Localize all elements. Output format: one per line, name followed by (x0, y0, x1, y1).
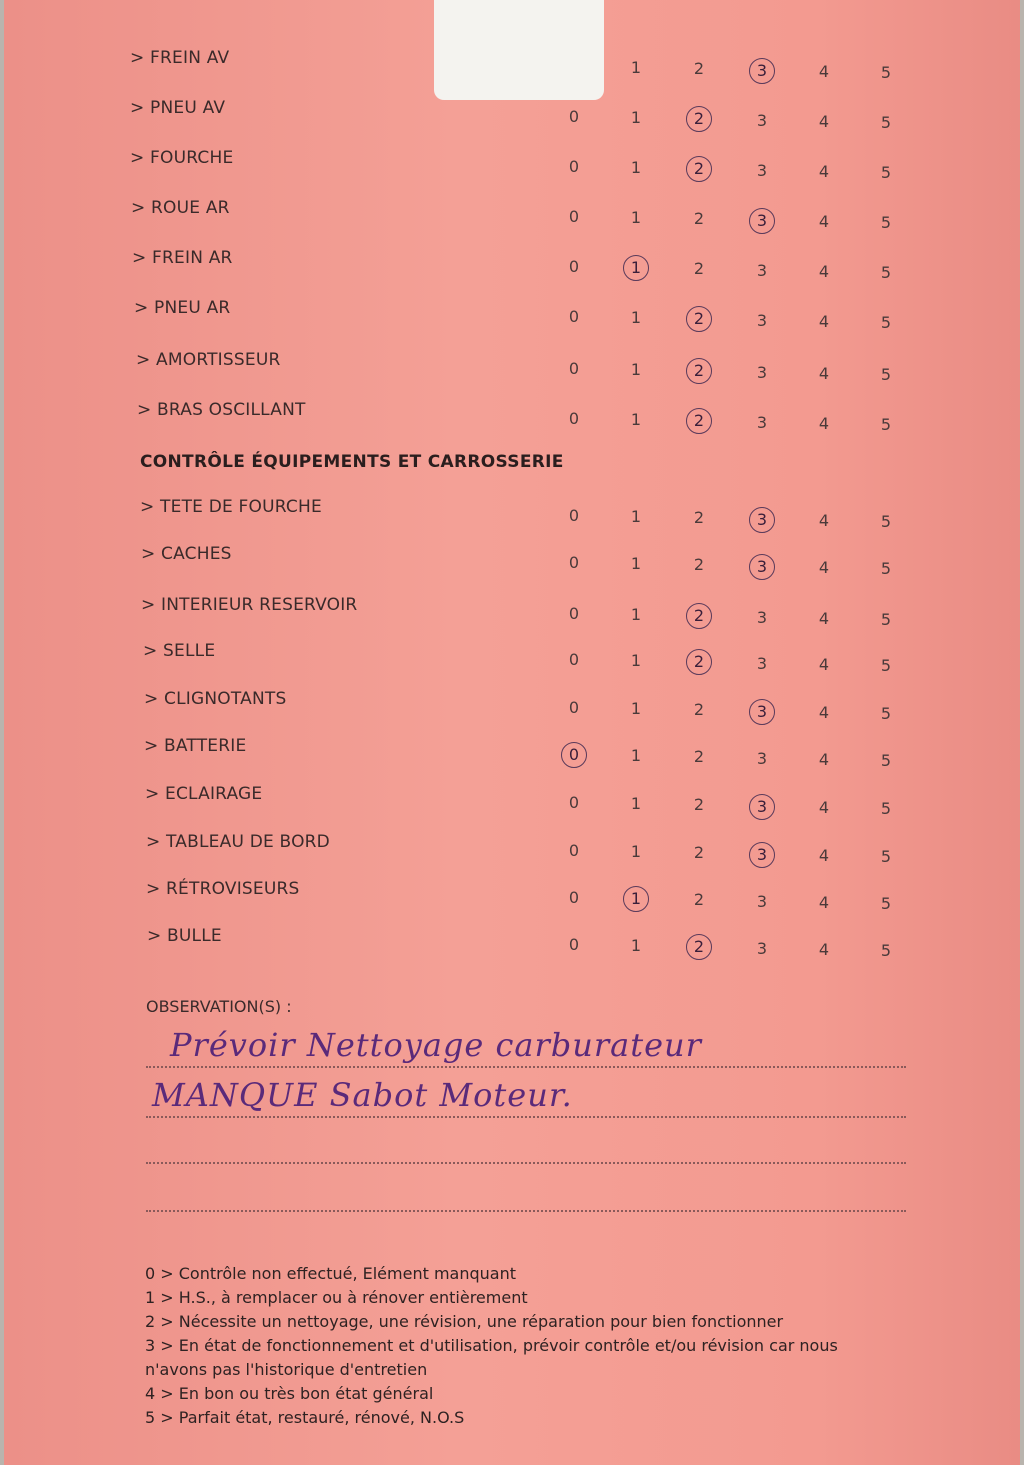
score-selected: 2 (686, 649, 712, 675)
score-option: 4 (818, 608, 830, 628)
legend-line: 0 > Contrôle non effectué, Elément manquant (145, 1264, 516, 1283)
score-option: 5 (880, 894, 892, 913)
score-option: 4 (818, 510, 830, 530)
score-option: 0 (568, 107, 580, 126)
score-option: 0 (568, 698, 580, 717)
score-option: 0 (568, 888, 580, 907)
score-option: 5 (880, 751, 892, 770)
score-option: 4 (818, 311, 830, 331)
score-option: 0 (568, 207, 580, 226)
score-option: 4 (818, 749, 830, 769)
inspection-row (4, 148, 1020, 182)
score-option: 0 (568, 157, 580, 176)
score-option: 5 (880, 656, 892, 675)
inspection-row (4, 298, 1020, 332)
inspection-row (4, 689, 1020, 723)
score-option: 5 (880, 415, 892, 434)
score-option: 0 (568, 604, 580, 623)
score-selected: 2 (686, 408, 712, 434)
inspection-row (4, 248, 1020, 282)
score-option: 5 (880, 847, 892, 866)
score-option: 3 (756, 891, 768, 911)
score-selected: 1 (623, 255, 649, 281)
score-option: 0 (568, 359, 580, 378)
inspection-sheet (4, 0, 1020, 1465)
score-selected: 2 (686, 156, 712, 182)
score-option: 3 (756, 748, 768, 768)
score-option: 3 (756, 260, 768, 280)
score-selected: 3 (749, 554, 775, 580)
row-label: > ECLAIRAGE (145, 784, 263, 804)
score-option: 3 (756, 607, 768, 627)
score-option: 5 (880, 313, 892, 332)
score-selected: 3 (749, 794, 775, 820)
score-option: 0 (568, 409, 580, 428)
score-selected: 3 (749, 699, 775, 725)
score-option: 4 (818, 363, 830, 383)
score-option: 2 (693, 259, 705, 279)
row-label: > ROUE AR (131, 198, 230, 218)
score-option: 2 (693, 795, 705, 815)
score-option: 1 (630, 746, 642, 766)
score-selected: 2 (686, 306, 712, 332)
row-label: > CLIGNOTANTS (144, 689, 287, 709)
score-option: 5 (880, 63, 892, 82)
score-option: 1 (630, 605, 642, 625)
score-option: 3 (756, 362, 768, 382)
row-label: > FOURCHE (130, 148, 234, 168)
observation-line (146, 1066, 906, 1068)
score-option: 5 (880, 610, 892, 629)
score-option: 1 (630, 651, 642, 671)
score-selected: 2 (686, 106, 712, 132)
score-option: 4 (818, 845, 830, 865)
legend-line: 2 > Nécessite un nettoyage, une révision, une réparation pour bien fonctionner (145, 1312, 784, 1331)
inspection-row (4, 641, 1020, 675)
score-option: 2 (693, 59, 705, 79)
row-label: > PNEU AV (130, 98, 226, 118)
row-label: > BATTERIE (144, 736, 247, 756)
score-option: 0 (568, 650, 580, 669)
inspection-row (4, 784, 1020, 818)
inspection-row (4, 595, 1020, 629)
score-option: 5 (880, 512, 892, 531)
score-option: 1 (630, 308, 642, 328)
score-option: 5 (880, 704, 892, 723)
legend-line: 4 > En bon ou très bon état général (145, 1384, 434, 1403)
inspection-row (4, 926, 1020, 960)
row-label: > INTERIEUR RESERVOIR (141, 595, 358, 615)
inspection-row (4, 350, 1020, 384)
score-option: 1 (630, 108, 642, 128)
inspection-row (4, 98, 1020, 132)
score-option: 4 (818, 654, 830, 674)
observation-line (146, 1162, 906, 1164)
score-option: 0 (568, 257, 580, 276)
score-option: 2 (693, 209, 705, 229)
score-option: 4 (818, 413, 830, 433)
row-label: > RÉTROVISEURS (146, 879, 300, 899)
section-title: CONTRÔLE ÉQUIPEMENTS ET CARROSSERIE (140, 452, 564, 472)
score-option: 5 (880, 365, 892, 384)
score-option: 0 (568, 841, 580, 860)
legend-line: 1 > H.S., à remplacer ou à rénover entièrement (145, 1288, 528, 1307)
score-option: 3 (756, 412, 768, 432)
score-option: 1 (630, 208, 642, 228)
score-option: 1 (630, 158, 642, 178)
score-option: 5 (880, 941, 892, 960)
legend-line: n'avons pas l'historique d'entretien (145, 1360, 428, 1379)
score-selected: 3 (749, 507, 775, 533)
score-option: 3 (756, 938, 768, 958)
score-option: 5 (880, 263, 892, 282)
score-option: 2 (693, 508, 705, 528)
score-option: 0 (568, 506, 580, 525)
score-option: 4 (818, 797, 830, 817)
score-option: 5 (880, 213, 892, 232)
score-option: 3 (756, 110, 768, 130)
score-option: 3 (756, 160, 768, 180)
row-label: > FREIN AR (132, 248, 233, 268)
score-selected: 3 (749, 842, 775, 868)
inspection-row (4, 544, 1020, 578)
score-option: 1 (630, 936, 642, 956)
score-option: 1 (630, 842, 642, 862)
inspection-row (4, 400, 1020, 434)
row-label: > FREIN AV (130, 48, 230, 68)
score-selected: 2 (686, 603, 712, 629)
score-option: 0 (568, 307, 580, 326)
row-label: > BULLE (147, 926, 222, 946)
score-option: 5 (880, 113, 892, 132)
score-option: 5 (880, 163, 892, 182)
score-option: 4 (818, 702, 830, 722)
score-option: 4 (818, 111, 830, 131)
legend-line: 3 > En état de fonctionnement et d'utilisation, prévoir contrôle et/ou révision car nous (145, 1336, 838, 1355)
score-option: 1 (630, 507, 642, 527)
inspection-row (4, 198, 1020, 232)
legend-line: 5 > Parfait état, restauré, rénové, N.O.S (145, 1408, 465, 1427)
score-option: 2 (693, 890, 705, 910)
score-option: 2 (693, 747, 705, 767)
score-option: 4 (818, 161, 830, 181)
score-option: 4 (818, 557, 830, 577)
handwritten-observation-1: Prévoir Nettoyage carburateur (170, 1026, 702, 1064)
score-option: 0 (568, 553, 580, 572)
handwritten-observation-2: MANQUE Sabot Moteur. (152, 1076, 573, 1114)
score-option: 4 (818, 939, 830, 959)
observations-title: OBSERVATION(S) : (146, 997, 292, 1016)
row-label: > CACHES (141, 544, 232, 564)
score-option: 1 (630, 699, 642, 719)
score-selected: 0 (561, 742, 587, 768)
score-option: 4 (818, 211, 830, 231)
row-label: > TETE DE FOURCHE (140, 497, 322, 517)
score-option: 1 (630, 58, 642, 78)
score-option: 1 (630, 410, 642, 430)
observation-line (146, 1116, 906, 1118)
score-option: 5 (880, 559, 892, 578)
inspection-row (4, 497, 1020, 531)
legend (145, 1262, 905, 1430)
score-option: 5 (880, 799, 892, 818)
score-selected: 3 (749, 58, 775, 84)
inspection-row (4, 879, 1020, 913)
score-option: 4 (818, 892, 830, 912)
score-selected: 1 (623, 886, 649, 912)
score-option: 0 (568, 793, 580, 812)
score-option: 1 (630, 794, 642, 814)
score-option: 2 (693, 555, 705, 575)
row-label: > SELLE (143, 641, 216, 661)
score-option: 2 (693, 700, 705, 720)
score-option: 3 (756, 653, 768, 673)
score-option: 4 (818, 261, 830, 281)
score-option: 2 (693, 843, 705, 863)
score-selected: 3 (749, 208, 775, 234)
row-label: > TABLEAU DE BORD (146, 832, 330, 852)
score-option: 3 (756, 310, 768, 330)
row-label: > AMORTISSEUR (136, 350, 281, 370)
score-option: 1 (630, 360, 642, 380)
inspection-row (4, 736, 1020, 770)
score-option: 0 (568, 935, 580, 954)
score-option: 1 (630, 554, 642, 574)
row-label: > PNEU AR (134, 298, 231, 318)
inspection-row (4, 832, 1020, 866)
observation-line (146, 1210, 906, 1212)
score-option: 4 (818, 61, 830, 81)
inspection-row (4, 48, 1020, 82)
score-selected: 2 (686, 358, 712, 384)
score-selected: 2 (686, 934, 712, 960)
row-label: > BRAS OSCILLANT (137, 400, 306, 420)
